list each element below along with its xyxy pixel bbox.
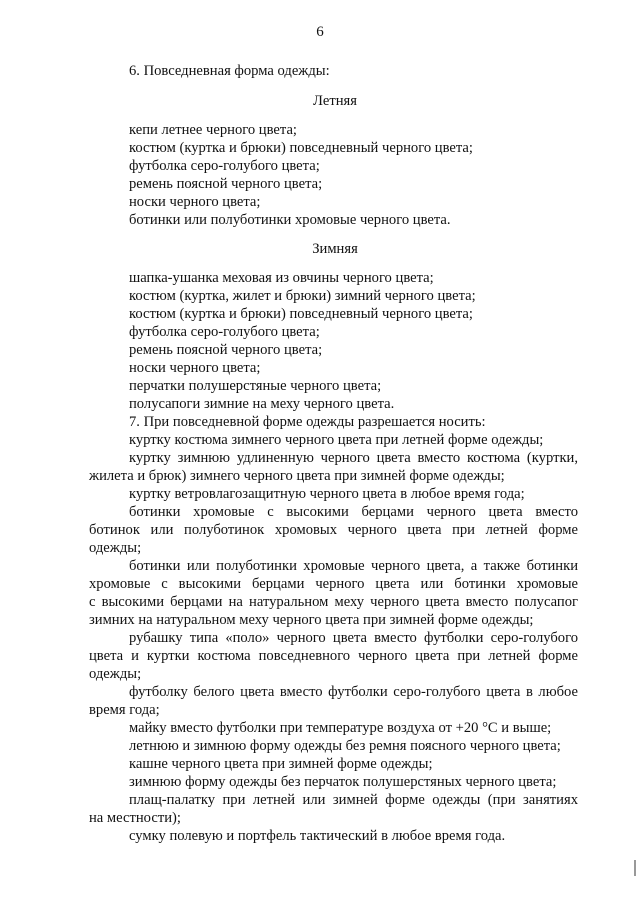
winter-item: перчатки полушерстяные черного цвета; [129, 378, 382, 394]
permission-line: жилета и брюк) зимнего черного цвета при зимней форме одежды; [89, 468, 505, 484]
permission-line: майку вместо футболки при температуре воздуха от +20 °С и выше; [129, 720, 552, 736]
permission-line: зимнюю форму одежды без перчаток полушерстяных черного цвета; [129, 774, 557, 790]
permission-line: на местности); [89, 810, 181, 826]
permission-line: с высокими берцами на натуральном меху черного цвета вместо полусапог [89, 594, 578, 610]
page-number: 6 [316, 24, 324, 40]
summer-heading: Летняя [313, 93, 357, 109]
permission-line: летнюю и зимнюю форму одежды без ремня поясного черного цвета; [129, 738, 561, 754]
permission-line: ботинок или полуботинок хромовых черного цвета при летней форме [89, 522, 578, 538]
section-6-title: 6. Повседневная форма одежды: [129, 63, 330, 79]
permission-line: кашне черного цвета при зимней форме одежды; [129, 756, 433, 772]
permission-line: рубашку типа «поло» черного цвета вместо футболки серо-голубого [129, 630, 578, 646]
winter-item: ремень поясной черного цвета; [129, 342, 323, 358]
permission-line: куртку зимнюю удлиненную черного цвета вместо костюма (куртки, [129, 450, 578, 466]
summer-item: костюм (куртка и брюки) повседневный черного цвета; [129, 140, 473, 156]
permission-line: одежды; [89, 666, 142, 682]
winter-item: костюм (куртка, жилет и брюки) зимний черного цвета; [129, 288, 476, 304]
permission-line: цвета и куртки костюма повседневного черного цвета при летней форме [89, 648, 578, 664]
permission-line: ботинки или полуботинки хромовые черного цвета, а также ботинки [129, 558, 578, 574]
permission-line: ботинки хромовые с высокими берцами черного цвета вместо [129, 504, 578, 520]
summer-item: носки черного цвета; [129, 194, 261, 210]
permission-line: время года; [89, 702, 160, 718]
permission-line: плащ-палатку при летней или зимней форме одежды (при занятиях [129, 792, 578, 808]
summer-item: ремень поясной черного цвета; [129, 176, 323, 192]
summer-item: футболка серо-голубого цвета; [129, 158, 320, 174]
permission-line: сумку полевую и портфель тактический в любое время года. [129, 828, 506, 844]
winter-item: носки черного цвета; [129, 360, 261, 376]
winter-item: шапка-ушанка меховая из овчины черного цвета; [129, 270, 434, 286]
summer-item: ботинки или полуботинки хромовые черного цвета. [129, 212, 451, 228]
summer-item: кепи летнее черного цвета; [129, 122, 297, 138]
winter-heading: Зимняя [312, 241, 358, 257]
permission-line: куртку костюма зимнего черного цвета при летней форме одежды; [129, 432, 544, 448]
permission-line: куртку ветровлагозащитную черного цвета в любое время года; [129, 486, 525, 502]
scan-edge-mark [634, 860, 636, 876]
permission-line: зимних на натуральном меху черного цвета при зимней форме одежды; [89, 612, 534, 628]
winter-item: костюм (куртка и брюки) повседневный черного цвета; [129, 306, 473, 322]
winter-item: полусапоги зимние на меху черного цвета. [129, 396, 395, 412]
permission-line: одежды; [89, 540, 142, 556]
permission-line: хромовые с высокими берцами черного цвета или ботинки хромовые [89, 576, 578, 592]
section-7-title: 7. При повседневной форме одежды разрешается носить: [129, 414, 486, 430]
permission-line: футболку белого цвета вместо футболки серо-голубого цвета в любое [129, 684, 578, 700]
winter-item: футболка серо-голубого цвета; [129, 324, 320, 340]
